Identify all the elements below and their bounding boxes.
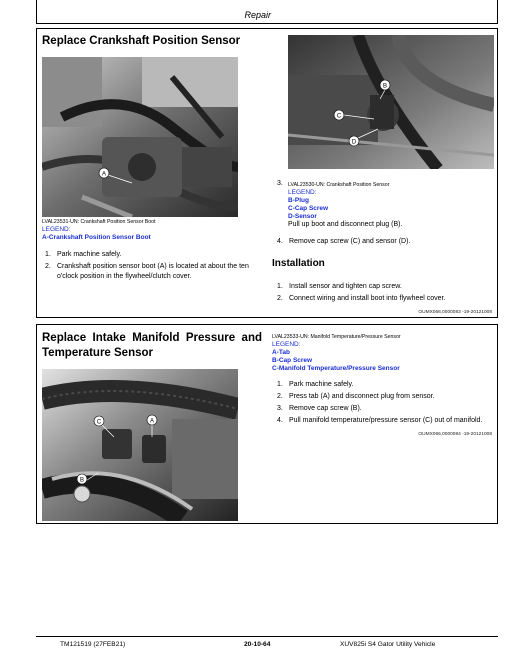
section2-title: Replace Intake Manifold Pressure and Temperature Sensor: [42, 332, 262, 359]
figure2-legend-item-d: D-Sensor: [288, 213, 317, 220]
install-step-2: 2. Connect wiring and install boot into flywheel cover.: [277, 295, 446, 302]
figure1-legend-item: A-Crankshaft Position Sensor Boot: [42, 234, 151, 241]
s2-step-4: 4. Pull manifold temperature/pressure sensor (C) out of manifold.: [277, 417, 483, 424]
callout-a: A: [101, 171, 107, 178]
header-title: Repair: [244, 10, 271, 20]
section2-legend-item-c: C-Manifold Temperature/Pressure Sensor: [272, 365, 400, 372]
section-manifold-sensor: [36, 324, 498, 524]
crankshaft-boot-photo: [42, 57, 238, 217]
figure2-legend-item-b: B-Plug: [288, 197, 309, 204]
s2-step-3: 3. Remove cap screw (B).: [277, 405, 362, 412]
crankshaft-sensor-photo: [288, 35, 494, 169]
manifold-sensor-photo: [42, 369, 238, 521]
install-step-1: 1. Install sensor and tighten cap screw.: [277, 283, 402, 290]
section-crankshaft-sensor: [36, 28, 498, 318]
installation-heading: Installation: [272, 258, 325, 269]
figure1-legend-title: LEGEND:: [42, 226, 71, 233]
s1-step-2: 2. Crankshaft position sensor boot (A) is located at about the ten o'clock position in the flywheel/clutch cover.: [45, 263, 249, 280]
callout-b: B: [382, 83, 388, 90]
section2-ref-code: OUMX066,0000084 -19-20121008: [418, 432, 492, 437]
section2-legend-title: LEGEND:: [272, 341, 301, 348]
s2-step-2: 2. Press tab (A) and disconnect plug from sensor.: [277, 393, 435, 400]
s1-step-1: 1. Park machine safely.: [45, 251, 122, 258]
callout-a2: A: [149, 418, 155, 425]
footer-rule: [36, 636, 498, 637]
callout-c: C: [336, 113, 342, 120]
figure2-legend-title: LEGEND:: [288, 189, 317, 196]
section2-legend-item-b: B-Cap Screw: [272, 357, 313, 364]
figure2-legend-item-c: C-Cap Screw: [288, 205, 329, 212]
s1-step-3-text: Pull up boot and disconnect plug (B).: [288, 221, 403, 228]
section1-ref-code: OUMX066,0000083 -19-20121008: [418, 310, 492, 315]
page-header: [36, 0, 498, 24]
section2-figure-caption: LVAL23533-UN: Manifold Temperature/Pressure Sensor: [272, 334, 401, 340]
callout-b2: B: [79, 477, 85, 484]
footer-doc-id: TM121519 (27FEB21): [60, 641, 126, 648]
s1-step-3-num: 3.: [277, 180, 283, 187]
callout-d: D: [351, 139, 357, 146]
section1-title: Replace Crankshaft Position Sensor: [42, 35, 241, 47]
figure1-caption: LVAL23531-UN: Crankshaft Position Sensor Boot: [42, 219, 156, 225]
footer-vehicle: XUV825i S4 Gator Utility Vehicle: [340, 641, 436, 648]
s1-step-4: 4. Remove cap screw (C) and sensor (D).: [277, 238, 411, 245]
footer-page-number: 20-10-64: [244, 641, 271, 648]
s2-step-1: 1. Park machine safely.: [277, 381, 354, 388]
figure2-caption: LVAL23530-UN: Crankshaft Position Sensor: [288, 182, 390, 188]
callout-c2: C: [96, 419, 102, 426]
section2-legend-item-a: A-Tab: [272, 349, 290, 356]
